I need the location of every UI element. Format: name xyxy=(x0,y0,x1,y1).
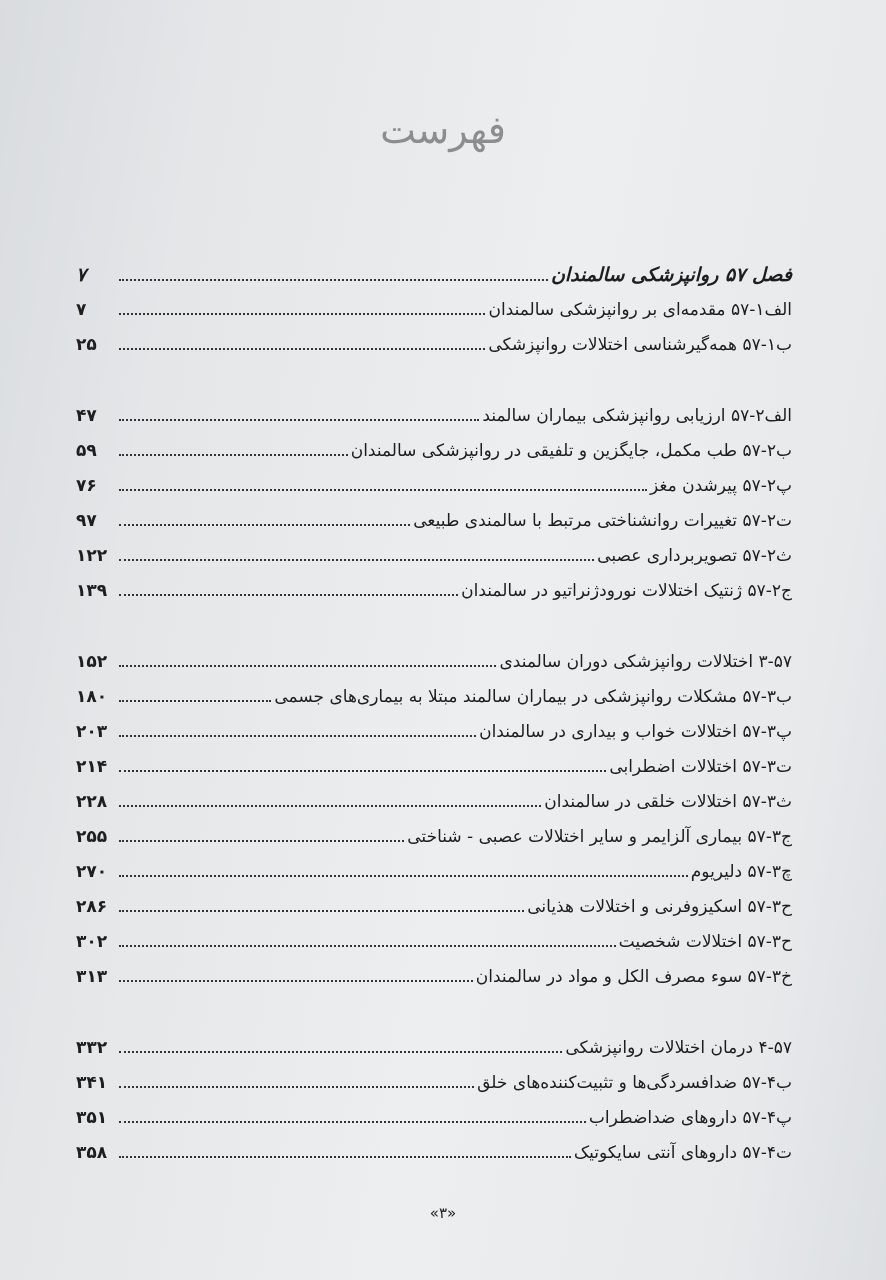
toc-entry-title: ب۲-۵۷ طب مکمل، جایگزین و تلفیقی در روانپزشکی سالمندان xyxy=(350,441,792,461)
dot-leader xyxy=(119,945,616,947)
toc-entry-title: ۳-۵۷ اختلالات روانپزشکی دوران سالمندی xyxy=(499,652,792,672)
toc-page-number: ۷ xyxy=(76,300,87,320)
toc-entry xyxy=(76,438,792,473)
toc-entry-title: الف۲-۵۷ ارزیابی روانپزشکی بیماران سالمند xyxy=(482,406,792,426)
dot-leader xyxy=(119,875,688,877)
toc-entry-title: ت۳-۵۷ اختلالات اضطرابی xyxy=(609,757,792,777)
table-of-contents xyxy=(76,262,792,1175)
toc-page-number: ۲۷۰ xyxy=(76,862,108,882)
toc-entry xyxy=(76,508,792,543)
toc-page-number: ۱۵۲ xyxy=(76,652,108,672)
page-title: فهرست xyxy=(380,108,506,152)
toc-page-number: ۲۲۸ xyxy=(76,792,108,812)
dot-leader xyxy=(119,454,348,456)
dot-leader xyxy=(119,524,410,526)
toc-entry xyxy=(76,929,792,964)
dot-leader xyxy=(119,419,479,421)
toc-entry-title: چ۳-۵۷ دلیریوم xyxy=(690,862,792,882)
dot-leader xyxy=(119,910,524,912)
toc-entry xyxy=(76,473,792,508)
toc-entry xyxy=(76,332,792,367)
dot-leader xyxy=(119,1156,571,1158)
dot-leader xyxy=(119,594,458,596)
toc-entry-title: ج۲-۵۷ ژنتیک اختلالات نورودژنراتیو در سالمندان xyxy=(461,581,792,601)
toc-page-number: ۲۵ xyxy=(76,335,97,355)
dot-leader xyxy=(119,980,473,982)
toc-page-number: ۳۰۲ xyxy=(76,932,108,952)
toc-page-number: ۹۷ xyxy=(76,511,97,531)
dot-leader xyxy=(119,1086,474,1088)
toc-page-number: ۳۴۱ xyxy=(76,1073,108,1093)
dot-leader xyxy=(119,489,647,491)
dot-leader xyxy=(119,770,606,772)
toc-entry-title: الف۱-۵۷ مقدمه‌ای بر روانپزشکی سالمندان xyxy=(488,300,792,320)
dot-leader xyxy=(119,279,548,281)
toc-page-number: ۲۵۵ xyxy=(76,827,108,847)
toc-entry-title: ح۳-۵۷ اختلالات شخصیت xyxy=(618,932,792,952)
toc-entry xyxy=(76,719,792,754)
toc-page-number: ۱۸۰ xyxy=(76,687,108,707)
toc-page-number: ۵۹ xyxy=(76,441,97,461)
toc-entry xyxy=(76,1105,792,1140)
toc-entry xyxy=(76,543,792,578)
toc-entry xyxy=(76,964,792,999)
toc-page-number: ۳۳۲ xyxy=(76,1038,108,1058)
toc-entry-title: ت۲-۵۷ تغییرات روانشناختی مرتبط با سالمندی طبیعی xyxy=(413,511,792,531)
toc-entry-title: ج۳-۵۷ بیماری آلزایمر و سایر اختلالات عصبی - شناختی xyxy=(407,827,792,847)
toc-entry xyxy=(76,859,792,894)
toc-page-number: ۱۲۲ xyxy=(76,546,108,566)
dot-leader xyxy=(119,1051,562,1053)
page-number-footer: «۳» xyxy=(429,1204,457,1222)
toc-page-number: ۲۰۳ xyxy=(76,722,108,742)
toc-entry-title: ت۴-۵۷ داروهای آنتی سایکوتیک xyxy=(573,1143,792,1163)
dot-leader xyxy=(119,559,594,561)
toc-entry xyxy=(76,403,792,438)
toc-page-number: ۷۶ xyxy=(76,476,97,496)
toc-entry-title: ب۳-۵۷ مشکلات روانپزشکی در بیماران سالمند مبتلا به بیماری‌های جسمی xyxy=(274,687,792,707)
toc-entry-title: پ۴-۵۷ داروهای ضداضطراب xyxy=(588,1108,792,1128)
toc-chapter-heading xyxy=(76,262,792,297)
toc-entry xyxy=(76,1035,792,1070)
toc-entry xyxy=(76,684,792,719)
dot-leader xyxy=(119,735,476,737)
toc-page-number: ۳۱۳ xyxy=(76,967,108,987)
toc-entry-title: فصل ۵۷ روانپزشکی سالمندان xyxy=(550,264,792,286)
dot-leader xyxy=(119,700,271,702)
dot-leader xyxy=(119,665,496,667)
toc-entry-title: ث۳-۵۷ اختلالات خلقی در سالمندان xyxy=(544,792,792,812)
toc-entry xyxy=(76,1140,792,1175)
toc-entry xyxy=(76,1070,792,1105)
toc-entry-title: پ۲-۵۷ پیرشدن مغز xyxy=(650,476,792,496)
toc-entry xyxy=(76,894,792,929)
toc-page-number: ۳۵۱ xyxy=(76,1108,108,1128)
toc-page-number: ۲۸۶ xyxy=(76,897,108,917)
toc-entry xyxy=(76,649,792,684)
toc-page-number: ۳۵۸ xyxy=(76,1143,108,1163)
toc-page-number: ۷ xyxy=(76,264,87,286)
toc-entry-title: ث۲-۵۷ تصویربرداری عصبی xyxy=(597,546,792,566)
toc-page-number: ۴۷ xyxy=(76,406,97,426)
toc-entry-title: ح۳-۵۷ اسکیزوفرنی و اختلالات هذیانی xyxy=(527,897,792,917)
toc-page-number: ۱۳۹ xyxy=(76,581,108,601)
toc-entry xyxy=(76,824,792,859)
toc-entry-title: ب۱-۵۷ همه‌گیرشناسی اختلالات روانپزشکی xyxy=(488,335,792,355)
toc-entry-title: خ۳-۵۷ سوء مصرف الکل و مواد در سالمندان xyxy=(475,967,792,987)
toc-entry xyxy=(76,297,792,332)
toc-entry-title: ب۴-۵۷ ضدافسردگی‌ها و تثبیت‌کننده‌های خلق xyxy=(477,1073,792,1093)
toc-entry-title: ۴-۵۷ درمان اختلالات روانپزشکی xyxy=(565,1038,792,1058)
toc-entry xyxy=(76,789,792,824)
dot-leader xyxy=(119,805,541,807)
dot-leader xyxy=(119,1121,586,1123)
dot-leader xyxy=(119,313,485,315)
toc-page-number: ۲۱۴ xyxy=(76,757,108,777)
dot-leader xyxy=(119,840,404,842)
toc-entry-title: پ۳-۵۷ اختلالات خواب و بیداری در سالمندان xyxy=(479,722,792,742)
toc-entry xyxy=(76,578,792,613)
toc-entry xyxy=(76,754,792,789)
dot-leader xyxy=(119,348,485,350)
